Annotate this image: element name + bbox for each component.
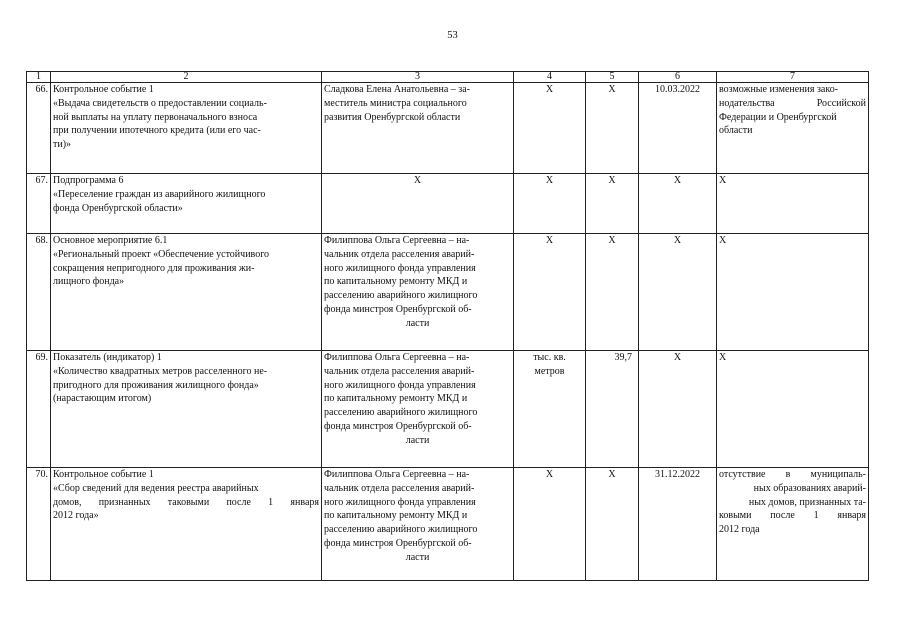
row-number: 67. [27,174,51,234]
date-cell: 10.03.2022 [639,83,717,174]
text-line: лищного фонда» [53,276,125,288]
text-line: «Сбор сведений для ведения реестра аварийных [53,482,259,494]
table-row [27,234,869,351]
text-line: ного жилищного фонда управления [324,262,476,274]
text-line: «Региональный проект «Обеспечение устойчивого [53,248,270,260]
item-name-cell [51,174,322,234]
text-line: Контрольное событие 1 [53,469,154,480]
text-line: Федерации и Оренбургской [719,111,837,123]
text-line: чальник отдела расселения аварий- [324,365,475,377]
unit-cell: Х [514,234,586,351]
text-line: по капитальному ремонту МКД и [324,393,468,405]
note-cell [717,83,869,174]
row-number: 68. [27,234,51,351]
unit-cell: Х [514,174,586,234]
text-line: Контрольное событие 1 [53,84,154,95]
responsible-cell [322,83,514,174]
text-line: нодательства Российской [719,97,866,109]
text-line: фонда минстроя Оренбургской об- [324,537,472,549]
text-line: чальник отдела расселения аварий- [324,482,475,494]
text-line: ной выплаты на уплату первоначального взноса [53,111,258,123]
row-number: 69. [27,351,51,468]
text-line: ковыми после 1 января [719,510,866,522]
value-cell: Х [586,174,639,234]
table-row [27,351,869,468]
text-line: при получении ипотечного кредита (или его час- [53,125,261,137]
text-line: фонда Оренбургской области» [53,202,183,214]
text-line: Подпрограмма 6 [53,175,124,186]
text-line: меститель министра социального [324,97,467,109]
header-cell: 7 [717,72,869,83]
note-cell [717,174,869,234]
note-cell [717,234,869,351]
text-line: ти)» [53,139,72,151]
text-line: по капитальному ремонту МКД и [324,510,468,522]
text-line: домов, признанных таковыми после 1 января [53,496,319,508]
text-line: ласти [405,317,430,329]
header-cell: 4 [514,72,586,83]
table-row [27,468,869,581]
unit-cell: Х [514,83,586,174]
text-line: области [719,125,753,137]
responsible-cell [322,174,514,234]
date-cell: Х [639,234,717,351]
table-row [27,174,869,234]
text-line: расселению аварийного жилищного [324,290,478,302]
text-line: «Количество квадратных метров расселенного не- [53,365,268,377]
text-line: Филиппова Ольга Сергеевна – на- [324,235,470,246]
text-line: ласти [405,551,430,563]
text-line: Филиппова Ольга Сергеевна – на- [324,352,470,363]
value-cell: Х [586,83,639,174]
text-line: сокращения непригодного для проживания жи- [53,262,255,274]
text-line: ного жилищного фонда управления [324,496,476,508]
header-cell: 6 [639,72,717,83]
header-cell: 1 [27,72,51,83]
header-cell: 3 [322,72,514,83]
date-cell: 31.12.2022 [639,468,717,581]
text-line: метров [534,365,565,377]
text-line: Х [719,175,727,186]
text-line: возможные изменения зако- [719,84,839,95]
text-line: Основное мероприятие 6.1 [53,235,168,246]
table-row [27,83,869,174]
text-line: чальник отдела расселения аварий- [324,248,475,260]
text-line: (нарастающим итогом) [53,393,152,405]
text-line: ных домов, признанных та- [748,496,866,508]
text-line: пригодного для проживания жилищного фонда» [53,379,259,391]
page-number: 53 [447,30,458,41]
responsible-cell [322,468,514,581]
unit-cell: Х [514,468,586,581]
data-table [26,71,869,581]
value-cell: 39,7 [586,351,639,468]
item-name-cell [51,351,322,468]
text-line: расселению аварийного жилищного [324,407,478,419]
item-name-cell [51,468,322,581]
responsible-cell [322,234,514,351]
text-line: «Переселение граждан из аварийного жилищного [53,188,266,200]
text-line: 2012 года» [53,510,99,522]
header-cell: 5 [586,72,639,83]
text-line: Х [413,175,422,186]
row-number: 66. [27,83,51,174]
text-line: по капитальному ремонту МКД и [324,276,468,288]
text-line: отсутствие в муниципаль- [719,469,866,480]
value-cell: Х [586,234,639,351]
text-line: фонда минстроя Оренбургской об- [324,420,472,432]
text-line: ласти [405,434,430,446]
text-line: «Выдача свидетельств о предоставлении социаль- [53,97,267,109]
note-cell [717,351,869,468]
text-line: фонда минстроя Оренбургской об- [324,303,472,315]
text-line: тыс. кв. [533,352,566,363]
row-number: 70. [27,468,51,581]
value-cell: Х [586,468,639,581]
note-cell [717,468,869,581]
text-line: Х [719,352,727,363]
text-line: 2012 года [719,524,760,536]
text-line: Показатель (индикатор) 1 [53,352,162,363]
text-line: ных образованиях аварий- [753,482,866,494]
date-cell: Х [639,174,717,234]
header-cell: 2 [51,72,322,83]
responsible-cell [322,351,514,468]
unit-cell [514,351,586,468]
text-line: развития Оренбургской области [324,111,461,123]
item-name-cell [51,234,322,351]
text-line: Сладкова Елена Анатольевна – за- [324,84,470,95]
table-header-row [27,72,869,83]
text-line: ного жилищного фонда управления [324,379,476,391]
text-line: Филиппова Ольга Сергеевна – на- [324,469,470,480]
text-line: расселению аварийного жилищного [324,524,478,536]
text-line: Х [719,235,727,246]
item-name-cell [51,83,322,174]
date-cell: Х [639,351,717,468]
